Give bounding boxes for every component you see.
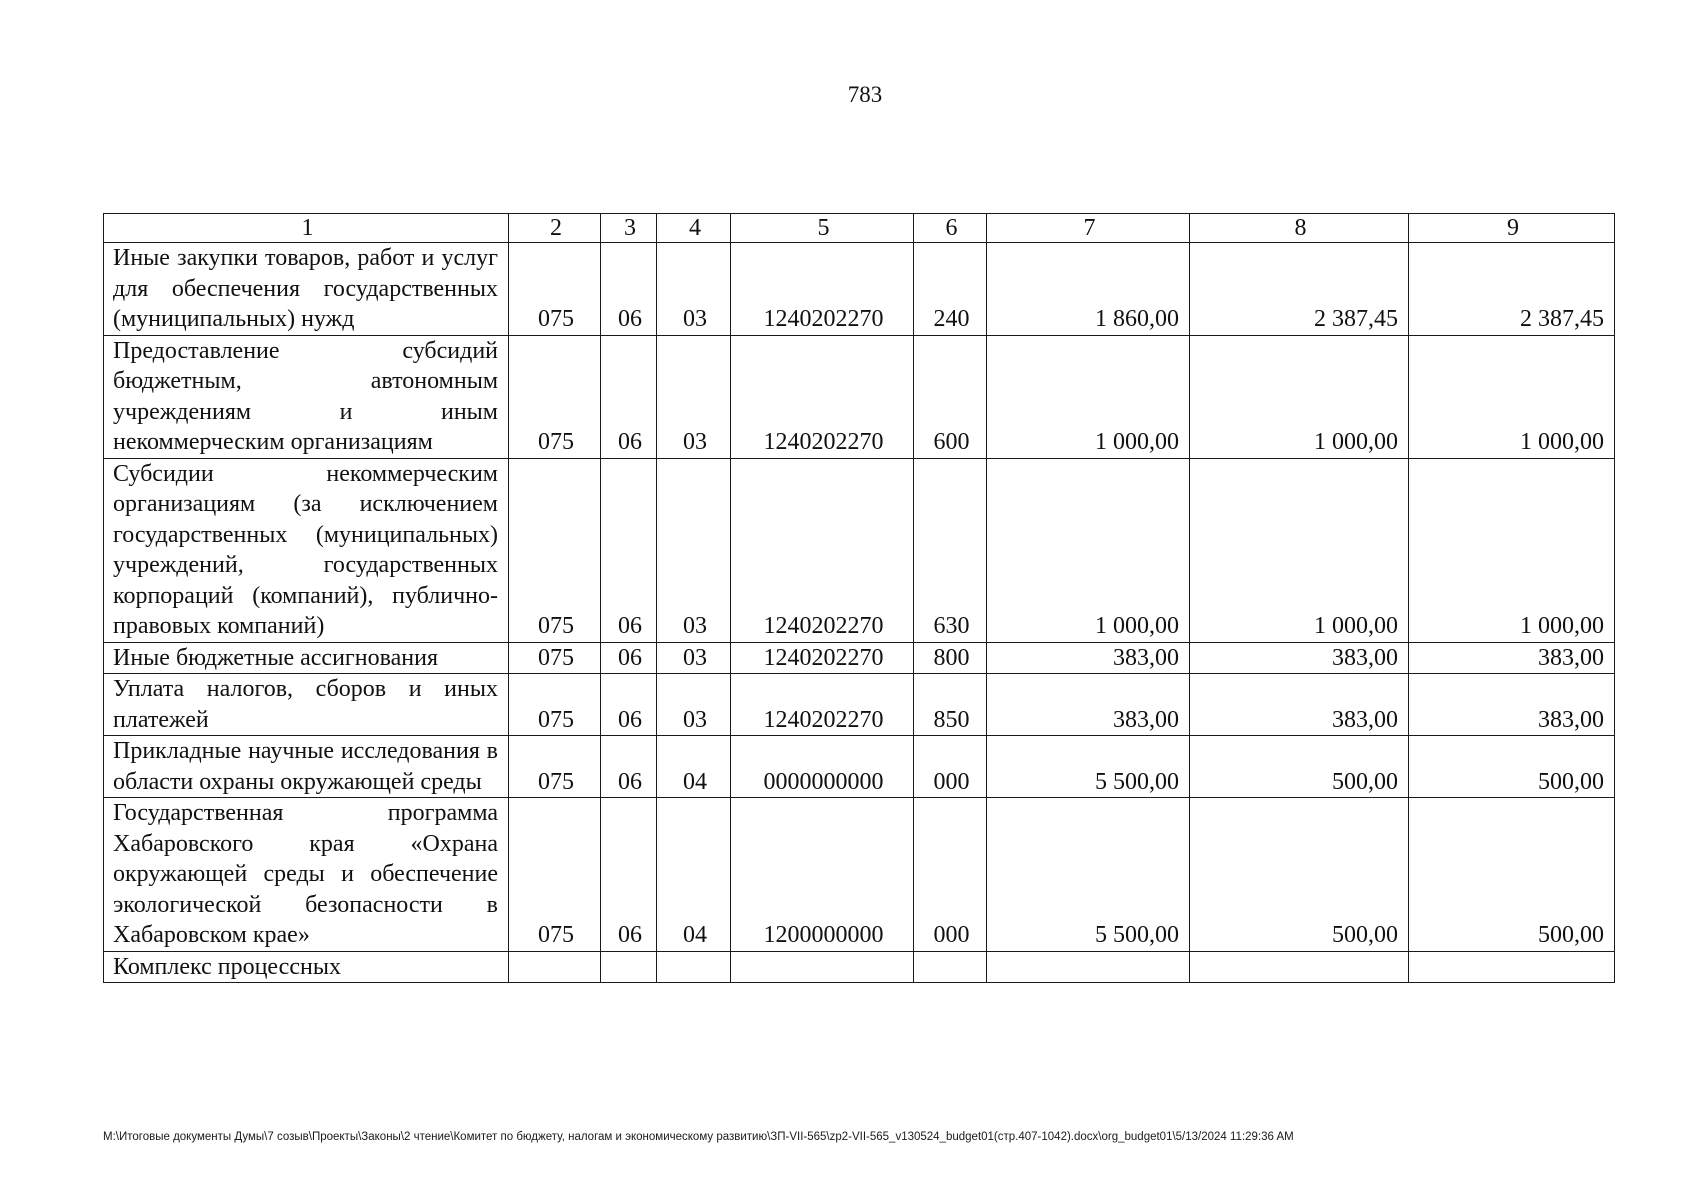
- column-number-cell: 3: [601, 214, 657, 243]
- expense-type-cell: 800: [914, 642, 987, 674]
- description-cell: Субсидии некоммерческим организациям (за исключением государственных (муниципальных) учреждений, государственных корпораций (компаний), публично-правовых компаний): [104, 458, 509, 642]
- sum-col7-cell: 1 000,00: [987, 335, 1190, 458]
- table-row: [104, 674, 1615, 736]
- table-row: [104, 798, 1615, 952]
- table-row: [104, 335, 1615, 458]
- column-number-cell: 2: [509, 214, 601, 243]
- sum-col9-cell: 500,00: [1409, 736, 1615, 798]
- sum-col7-cell: 1 860,00: [987, 243, 1190, 336]
- sum-col9-cell: 1 000,00: [1409, 335, 1615, 458]
- sum-col8-cell: 383,00: [1190, 674, 1409, 736]
- table-body: [104, 214, 1615, 983]
- section-code-cell: 06: [601, 736, 657, 798]
- table-row: [104, 736, 1615, 798]
- expense-type-cell: 000: [914, 736, 987, 798]
- admin-code-cell: 075: [509, 674, 601, 736]
- sum-col8-cell: 383,00: [1190, 642, 1409, 674]
- admin-code-cell: [509, 951, 601, 983]
- description-cell: Иные бюджетные ассигнования: [104, 642, 509, 674]
- expense-type-cell: 240: [914, 243, 987, 336]
- admin-code-cell: 075: [509, 736, 601, 798]
- description-cell: Иные закупки товаров, работ и услуг для обеспечения государственных (муниципальных) нужд: [104, 243, 509, 336]
- sum-col8-cell: 1 000,00: [1190, 458, 1409, 642]
- target-code-cell: 1240202270: [731, 458, 914, 642]
- table-row: [104, 951, 1615, 983]
- expense-type-cell: 630: [914, 458, 987, 642]
- column-number-cell: 1: [104, 214, 509, 243]
- column-number-cell: 4: [657, 214, 731, 243]
- target-code-cell: 1240202270: [731, 642, 914, 674]
- column-number-row: [104, 214, 1615, 243]
- subsection-code-cell: 04: [657, 736, 731, 798]
- section-code-cell: 06: [601, 458, 657, 642]
- description-cell: Прикладные научные исследования в области охраны окружающей среды: [104, 736, 509, 798]
- section-code-cell: 06: [601, 798, 657, 952]
- table-row: [104, 458, 1615, 642]
- sum-col8-cell: 1 000,00: [1190, 335, 1409, 458]
- sum-col8-cell: [1190, 951, 1409, 983]
- target-code-cell: 0000000000: [731, 736, 914, 798]
- description-cell: Предоставление субсидий бюджетным, автономным учреждениям и иным некоммерческим организациям: [104, 335, 509, 458]
- sum-col8-cell: 2 387,45: [1190, 243, 1409, 336]
- sum-col7-cell: 383,00: [987, 674, 1190, 736]
- column-number-cell: 8: [1190, 214, 1409, 243]
- admin-code-cell: 075: [509, 798, 601, 952]
- expense-type-cell: [914, 951, 987, 983]
- document-path-footer: M:\Итоговые документы Думы\7 созыв\Проекты\Законы\2 чтение\Комитет по бюджету, налогам и экономическому развитию\ЗП-VII-565\zp2-VII-565_v130524_budget01(стр.407-1042).docx\org_budget01\5/13/2024 11:29:36 AM: [103, 1131, 1294, 1143]
- sum-col9-cell: 500,00: [1409, 798, 1615, 952]
- expense-type-cell: 850: [914, 674, 987, 736]
- admin-code-cell: 075: [509, 642, 601, 674]
- sum-col9-cell: 383,00: [1409, 642, 1615, 674]
- sum-col7-cell: 5 500,00: [987, 798, 1190, 952]
- subsection-code-cell: 03: [657, 642, 731, 674]
- section-code-cell: [601, 951, 657, 983]
- target-code-cell: 1240202270: [731, 335, 914, 458]
- subsection-code-cell: 04: [657, 798, 731, 952]
- admin-code-cell: 075: [509, 243, 601, 336]
- subsection-code-cell: 03: [657, 458, 731, 642]
- section-code-cell: 06: [601, 642, 657, 674]
- section-code-cell: 06: [601, 243, 657, 336]
- expense-type-cell: 000: [914, 798, 987, 952]
- sum-col7-cell: 5 500,00: [987, 736, 1190, 798]
- sum-col9-cell: 383,00: [1409, 674, 1615, 736]
- section-code-cell: 06: [601, 674, 657, 736]
- description-cell: Уплата налогов, сборов и иных платежей: [104, 674, 509, 736]
- column-number-cell: 5: [731, 214, 914, 243]
- subsection-code-cell: 03: [657, 243, 731, 336]
- column-number-cell: 6: [914, 214, 987, 243]
- subsection-code-cell: [657, 951, 731, 983]
- admin-code-cell: 075: [509, 335, 601, 458]
- subsection-code-cell: 03: [657, 674, 731, 736]
- sum-col7-cell: [987, 951, 1190, 983]
- section-code-cell: 06: [601, 335, 657, 458]
- sum-col7-cell: 383,00: [987, 642, 1190, 674]
- table-row: [104, 642, 1615, 674]
- sum-col9-cell: [1409, 951, 1615, 983]
- column-number-cell: 9: [1409, 214, 1615, 243]
- target-code-cell: [731, 951, 914, 983]
- target-code-cell: 1200000000: [731, 798, 914, 952]
- table-row: [104, 243, 1615, 336]
- sum-col7-cell: 1 000,00: [987, 458, 1190, 642]
- admin-code-cell: 075: [509, 458, 601, 642]
- description-cell: Государственная программа Хабаровского края «Охрана окружающей среды и обеспечение экологической безопасности в Хабаровском крае»: [104, 798, 509, 952]
- description-cell: Комплекс процессных: [104, 951, 509, 983]
- page-number: 783: [847, 82, 883, 107]
- sum-col9-cell: 2 387,45: [1409, 243, 1615, 336]
- sum-col8-cell: 500,00: [1190, 798, 1409, 952]
- sum-col9-cell: 1 000,00: [1409, 458, 1615, 642]
- target-code-cell: 1240202270: [731, 243, 914, 336]
- sum-col8-cell: 500,00: [1190, 736, 1409, 798]
- column-number-cell: 7: [987, 214, 1190, 243]
- target-code-cell: 1240202270: [731, 674, 914, 736]
- subsection-code-cell: 03: [657, 335, 731, 458]
- budget-table: [103, 213, 1615, 983]
- expense-type-cell: 600: [914, 335, 987, 458]
